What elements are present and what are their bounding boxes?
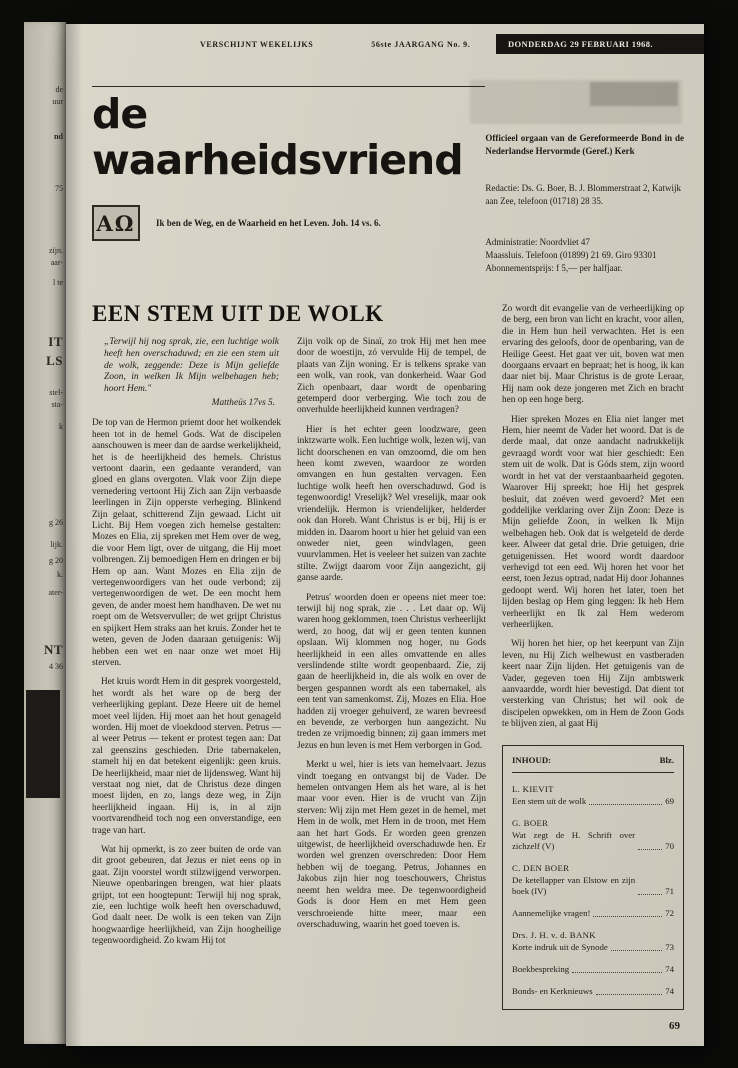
toc-entry xyxy=(512,930,674,953)
toc-entry xyxy=(512,784,674,807)
toc-line xyxy=(512,986,674,997)
administration-line: Maassluis. Telefoon (01899) 21 69. Giro 93301 xyxy=(485,250,657,260)
administration-line: Abonnementsprijs: f 5,— per halfjaar. xyxy=(485,263,623,273)
toc-line xyxy=(512,908,674,919)
toc-entry xyxy=(512,863,674,897)
official-organ-text: Officieel orgaan van de Gereformeerde Bond in de Nederlandse Hervormde (Geref.) Kerk xyxy=(485,133,684,156)
bible-motto: Ik ben de Weg, en de Waarheid en het Leven. Joh. 14 vs. 6. xyxy=(156,218,381,228)
page-edge-text-fragment: nd xyxy=(54,132,63,141)
masthead-block xyxy=(92,86,485,275)
page-edge-text-fragment: l te xyxy=(53,278,63,287)
article-paragraph: Petrus' woorden doen er opeens niet meer toe: terwijl hij nog sprak, zie . . . Let daar op. Wij waren hoog geklommen, toen Christus verheerlijkt werd, zo hoog, dat wij er geen tenten kunnen opslaan. Wij klommen nog hoger, nu Gods heerlijkheid in een alles omvattende en alles verslindende stilte wordt geopenbaard. Zie, zij gaan de heerlijkheid in, die als wolk en over de bergen gespannen wordt als een tabernakel, als een tent van samenkomst. Zij, Mozes en Elia. Hoe hadden zij vroeger gehuiverd, ze waren bevreesd en bevende, ze verborgen hun aangezicht. Nu treden ze vrijmoedig binnen; zij gaan immers met Jezus en hun leven is met Hem verborgen in God. xyxy=(297,592,486,751)
toc-article-title: Aannemelijke vragen! xyxy=(512,907,591,918)
page-edge-text-fragment: de xyxy=(55,85,63,94)
toc-article-title: Korte indruk uit de Synode xyxy=(512,941,608,952)
scripture-reference: Mattheüs 17vs 5. xyxy=(211,397,275,408)
toc-page-number: 69 xyxy=(665,795,674,806)
toc-leader-dots xyxy=(611,950,662,951)
article-paragraph: Hier spreken Mozes en Elia niet langer met Hem, hier neemt de Vader het woord. Dat is de derde maal, dat onze aandacht nadrukkelijk gevraagd wordt voor wat hier geschiedt: Een stem uit de wolk. Dat is Góds stem, zijn woord wordt in het vat der verstaanbaarheid gegoten. Waarover Hij spreekt; hoe Hij het gesprek besluit, dat zoéven werd gevoerd? Met een goddelijke verklaring over Zijn Zoon: Deze is Mijn geliefde Zoon, in welken Ik Mijn welbehagen heb. Ook dat is welgeteld de derde keer. Alweer dat getal drie. Drie getuigen, drie getuigenissen. Het woord wordt daardoor verhevigd tot een eed. Wij horen het voor het eerst, toen Jezus optrad, nadat Hij door Johannes gedoopt werd. Wij horen het later, toen het lijden beslag op Hem ging leggen: Ik heb Hem verheerlijkt en Ik zal Hem wederom verheerlijken. xyxy=(502,414,684,630)
toc-leader-dots xyxy=(596,994,663,995)
administration-line: Administratie: Noordvliet 47 xyxy=(485,237,590,247)
toc-entry xyxy=(512,908,674,919)
article-paragraph: Zijn volk op de Sinaï, zo trok Hij met hen mee door de woestijn, zó vervulde Hij de tempel, de plaats van Zijn woning. Er is telkens sprake van een wolk, van rook, van donkerheid. Waar God Zich openbaart, daar wordt de openbaring getemperd door verberging. Wie toch zou de onverhulde heerlijkheid kunnen verdragen? xyxy=(297,337,486,416)
toc-page-number: 71 xyxy=(665,885,674,896)
adjacent-page-dark-block xyxy=(26,690,60,798)
lead-article xyxy=(92,301,684,1010)
page-edge-text-fragment: 4 36 xyxy=(49,662,63,671)
masthead-section xyxy=(92,86,684,275)
page-edge-text-fragment: g 26 xyxy=(49,518,63,527)
toc-leader-dots xyxy=(572,972,662,973)
toc-page-number: 74 xyxy=(665,985,674,996)
article-paragraph: Wat hij opmerkt, is zo zeer buiten de orde van dit groot gebeuren, dat Jezus er niet eens op in gaat. Zijn voorstel wordt stilzwijgend verworpen. Nieuwe openbaringen brengen, wat hier plaats grijpt, tot een hoogtepunt: Terwijl hij nog sprak, zie, een luchtige wolk heeft hen overschaduwd, God daalt neer. De wolk is een teken van Zijn hoogwaardige heerlijkheid, van Zijn hoogheilige tegenwoordigheid. Zo kwam Hij tot xyxy=(92,845,281,947)
article-columns-1-2 xyxy=(92,337,486,948)
article-left-section xyxy=(92,301,486,1010)
toc-line xyxy=(512,830,674,852)
toc-line xyxy=(512,796,674,807)
toc-line xyxy=(512,964,674,975)
article-paragraph: De top van de Hermon priemt door het wolkendek heen tot in de hemel Gods. Wat de discipelen aanschouwen is meer dan de aardse werkelijkheid, het is de heerlijkheid des hemels. Christus vertoont daarin, een gedaante veranderd, van gloed en glans overgoten. Vlak voor Zijn diepe vernedering vertoont Hij Zich aan Zijn verbaasde leerlingen in Zijn opperste verheging. Blinkend Zijn gelaat, schitterend Zijn gewaad. Licht uit Licht. Bij Hem voegen zich hemelse gestalten: Mozes en Elia, zij spreken met Hem over de weg, die voor Hem ligt, over de uitgang, die Hij moet volbrengen. Zij bemoedigen Hem en dringen er bij Hem op aan. Want Mozes en Elia zijn de vertegenwoordigers van het oude verbond; zij vertegenwoordigen de wet. De een mocht hem geven, de ander moest hem handhaven. De wet nu roept om de Wetsvervuller; de wet grijpt Christus en spijkert Hem straks aan het kruis. Zonder het te weten, geven de Joden daaraan getuigenis: Wij hebben een wet en naar onze wet moet Hij sterven. xyxy=(92,418,281,668)
page-edge-text-fragment: ater- xyxy=(48,588,63,597)
page-edge-text-fragment: k xyxy=(59,422,63,431)
article-paragraph: Hier is het echter geen loodzware, geen inktzwarte wolk. Een luchtige wolk, lezen wij, van licht doorschenen en van omzoomd, die om hen heen komt zweven, waardoor ze worden omvangen en hun gestalten vervagen. Een luchtige wolk heeft hen overschaduwd. God is tegenwoordig! Vreselijk? Wel vreselijk, maar ook vriendelijk. Hermon is vriendelijker, helderder ook dan Horeb. Want Christus is er bij, Hij is er midden in. Daarom hoort u hier het geluid van een onweder niet, geen windvlagen, geen vuurvlammen. Het is veeleer het suizen van zachte stilte. Zwijgt daarom voor Zijn aangezicht, gij ganse aarde. xyxy=(297,424,486,584)
folio-page-number: 69 xyxy=(669,1020,680,1032)
toc-entry xyxy=(512,986,674,997)
masthead-rule xyxy=(92,86,485,87)
issue-date-banner: DONDERDAG 29 FEBRUARI 1968. xyxy=(496,34,704,54)
page-edge-text-fragment: uur xyxy=(52,97,63,106)
logo-row xyxy=(92,205,485,241)
scripture-quote: „Terwijl hij nog sprak, zie, een luchtige wolk heeft hen overschaduwd; en zie een stem uit de wolk, zeggende: Deze is Mijn geliefde Zoon, in welken Ik Mijn welbehagen heb; hoort Hem." xyxy=(104,337,279,395)
newspaper-page xyxy=(66,24,704,1046)
toc-author: Drs. J. H. v. d. BANK xyxy=(512,929,596,940)
page-content xyxy=(66,24,704,1046)
toc-author: G. BOER xyxy=(512,817,549,828)
toc-author: C. DEN BOER xyxy=(512,862,570,873)
toc-line xyxy=(512,875,674,897)
publication-frequency-label: VERSCHIJNT WEKELIJKS xyxy=(200,39,314,49)
toc-leader-dots xyxy=(638,894,662,895)
adjacent-page-edge xyxy=(24,22,66,1044)
toc-page-number: 72 xyxy=(665,907,674,918)
toc-article-title: Bonds- en Kerknieuws xyxy=(512,985,593,996)
article-paragraph: Het kruis wordt Hem in dit gesprek voorgesteld, het wordt als het ware op de berg der verheerlijking geplant. Deze Heere uit de hemel moet veel lijden. Hij moet aan het hout genageld worden. Hij moet de vloekdood sterven. Petrus — al weer Petrus — tekent er protest tegen aan: Dat zal geenszins geschieden. Drie tabernakelen, stamelt hij en dat betekent eigenlijk: geen kruis. De heerlijkheid, maar niet de lijdensweg. Want hij verstaat nog niet, dat de Christus deze dingen moest lijden, en zo, langs deze weg, in Zijn heerlijkheid ingaan. Hij is, in al zijn voortvarendheid toch nog een onverstandige, een trage van hart. xyxy=(92,677,281,836)
toc-entry xyxy=(512,818,674,852)
toc-title: INHOUD: xyxy=(512,754,552,765)
toc-page-number: 74 xyxy=(665,963,674,974)
toc-author: L. KIEVIT xyxy=(512,783,554,794)
editorial-address: Redactie: Ds. G. Boer, B. J. Blommerstraat 2, Katwijk aan Zee, telefoon (01718) 28 35. xyxy=(485,183,681,206)
administration-block xyxy=(485,236,684,275)
toc-page-number: 73 xyxy=(665,941,674,952)
page-edge-text-fragment: sta- xyxy=(51,400,63,409)
volume-issue-label: 56ste JAARGANG No. 9. xyxy=(371,39,471,49)
publisher-info-block xyxy=(485,86,684,275)
page-edge-text-fragment: stel- xyxy=(49,388,63,397)
toc-page-number: 70 xyxy=(665,840,674,851)
page-edge-text-fragment: g 20 xyxy=(49,556,63,565)
toc-article-title: De ketellapper van Elstow en zijn boek (IV) xyxy=(512,874,636,896)
table-of-contents-box xyxy=(502,745,684,1010)
page-header-strip xyxy=(92,34,684,54)
page-edge-text-fragment: aar- xyxy=(50,258,63,267)
page-edge-text-fragment: LS xyxy=(46,353,63,368)
page-edge-text-fragment: NT xyxy=(43,642,63,657)
article-column-1 xyxy=(92,337,281,948)
toc-article-title: Boekbespreking xyxy=(512,963,570,974)
toc-entry xyxy=(512,964,674,975)
toc-leader-dots xyxy=(638,849,662,850)
page-edge-text-fragment: IT xyxy=(48,334,63,349)
article-headline: EEN STEM UIT DE WOLK xyxy=(92,301,384,326)
page-edge-text-fragment: lijk. xyxy=(50,540,63,549)
toc-header xyxy=(512,755,674,773)
article-column-3 xyxy=(502,304,684,1010)
newspaper-title: de waarheidsvriend xyxy=(92,90,463,184)
article-paragraph: Wij horen het hier, op het keerpunt van Zijn leven, nu Hij Zich welbewust en vastberaden keert naar Zijn lijden. Het getuigenis van de Vader, gegeven toen Hij Zijn ambtswerk aanvaardde, wordt hier bevestigd. Dat dient tot versterking van Christus; het wil ook de discipelen opwekken, om in Hem de Zoon Gods te blijven zien, al gaat Hij xyxy=(502,639,684,730)
alpha-omega-logo: AΩ xyxy=(92,205,140,241)
page-edge-text-fragment: 75 xyxy=(55,184,63,193)
toc-article-title: Een stem uit de wolk xyxy=(512,795,587,806)
toc-leader-dots xyxy=(593,916,662,917)
toc-leader-dots xyxy=(589,804,662,805)
article-paragraph: Merkt u wel, hier is iets van hemelvaart. Jezus vindt toegang en ontvangst bij de Vader. De hemelen ontvangen Hem als het ware, al is het maar voor even. Hier is de vrucht van Zijn sterven: Wij zijn met Hem gezet in de hemel, met Hem in de wolk, met Hem in de troon, met Hem aan het hart Gods. Er worden geen grenzen uitgewist, de heerlijkheid overschaduwde hen. Er worden wel grenzen overschreden: Door Hem hebben wij de toegang. Petrus, Johannes en Jakobus zijn hier nog toeschouwers, Christus neemt hen weldra mee. De tegenwoordigheid Gods is door Hem en met Hem geen verschroeiende hitte meer, maar een overschaduwing, waarin het goed toeven is. xyxy=(297,760,486,930)
page-edge-text-fragment: zijn. xyxy=(49,246,63,255)
article-column-2 xyxy=(297,337,486,948)
toc-line xyxy=(512,942,674,953)
toc-article-title: Wat zegt de H. Schrift over zichzelf (V) xyxy=(512,829,636,851)
article-paragraph: Zo wordt dit evangelie van de verheerlijking op de berg, een bron van licht en kracht, voor allen, die in Hem hun heil verwachten. Het is een ervaring des geloofs, door de openbaring, van de Heilige Geest. Het gaat ver uit, boven wat men doorgaans ervaart en bepraat; het is hoog, ik kan daar niet bij. Maar Christus is de grote Leraar, Hij nam ook deze jongeren met Zich en bracht hen op een hoge berg. xyxy=(502,304,684,406)
toc-page-column-label: Blz. xyxy=(659,754,674,765)
page-edge-text-fragment: k. xyxy=(57,570,63,579)
